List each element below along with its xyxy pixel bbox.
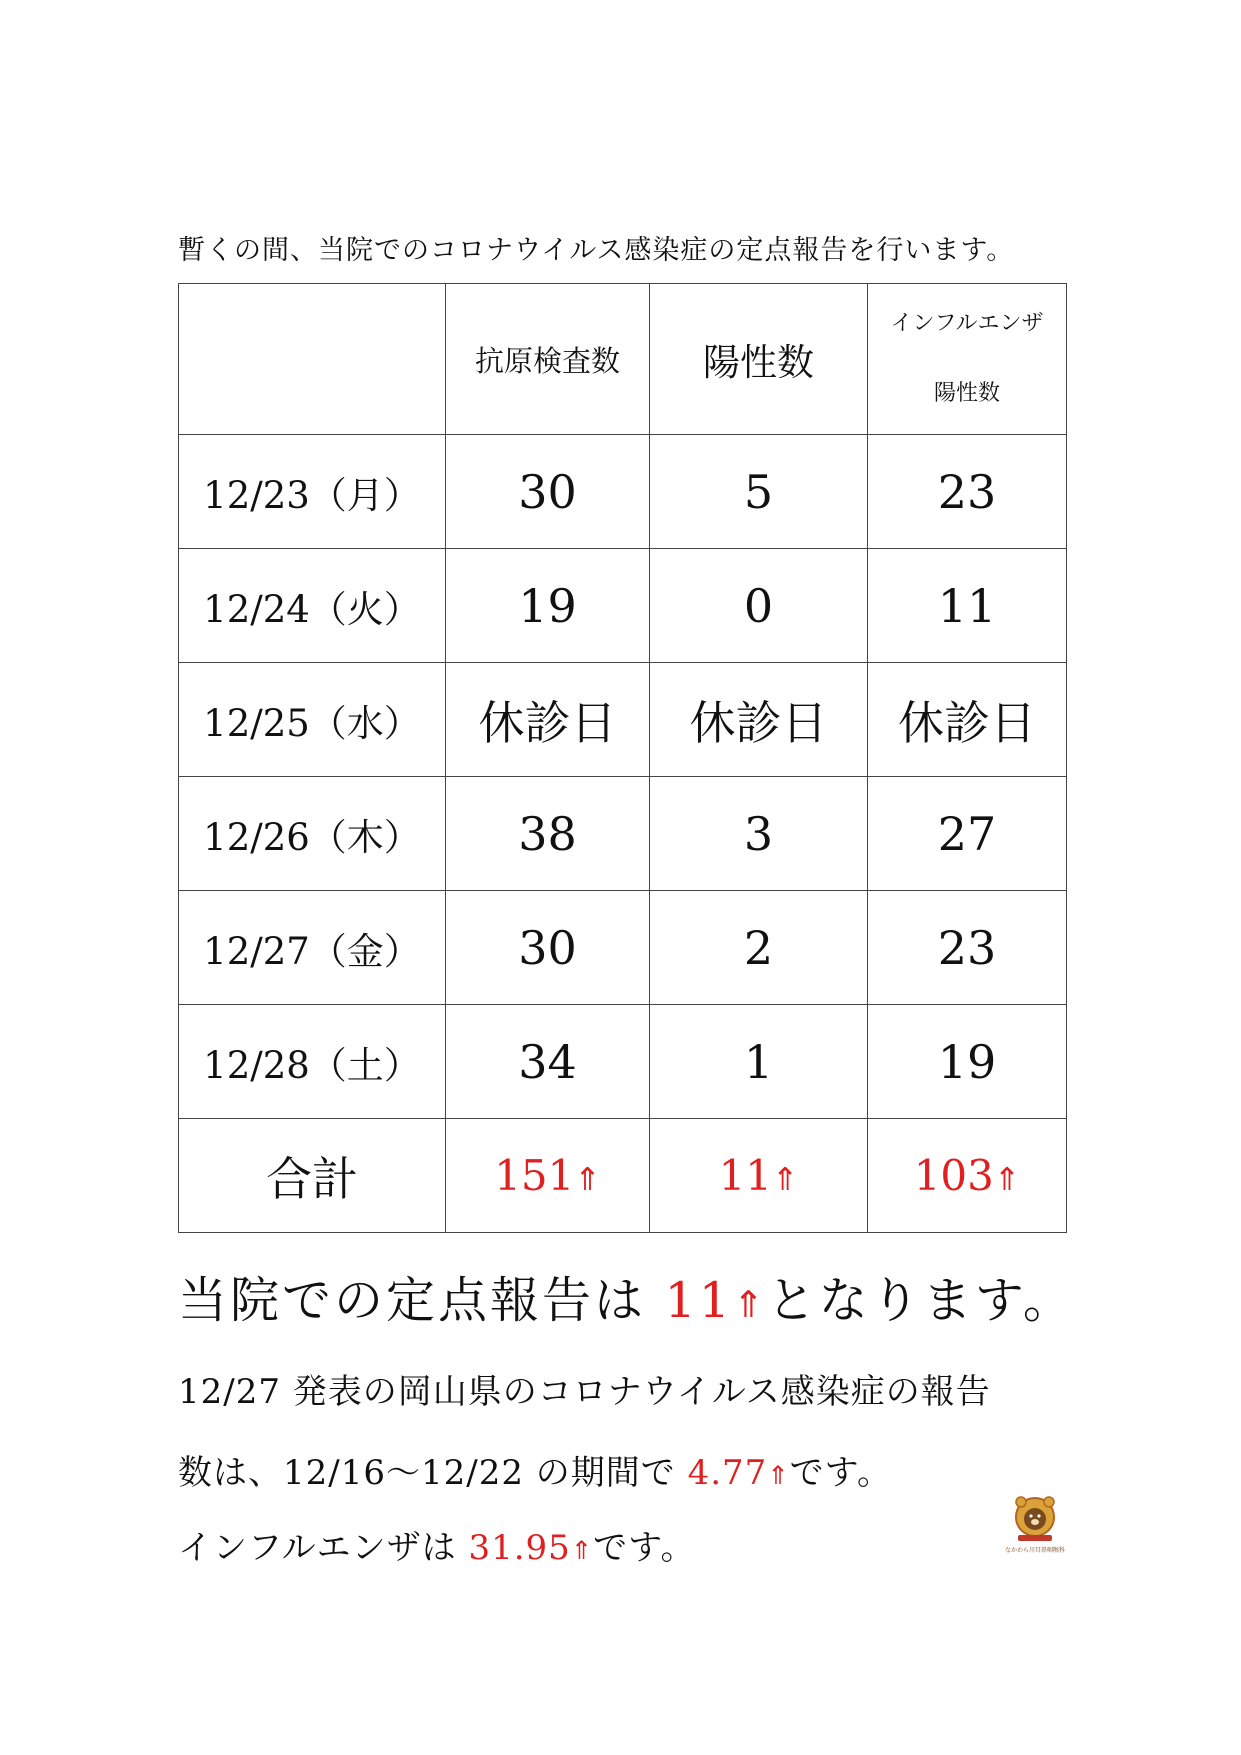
row-antigen: 30 [446,435,650,549]
table-header-row [179,284,1067,435]
total-antigen-value: 151 [494,1151,575,1200]
row-date: 12/26（木） [179,777,446,891]
table-row [179,891,1067,1005]
header-flu-line2: 陽性数 [933,381,1000,406]
header-flu-line1: インフルエンザ [890,311,1044,336]
up-arrow-icon: ⇑ [993,1162,1021,1198]
row-date: 12/27（金） [179,891,446,1005]
row-positive: 2 [650,891,868,1005]
intro-text: 暫くの間、当院でのコロナウイルス感染症の定点報告を行います。 [178,235,1015,266]
total-positive-value: 11 [718,1151,773,1200]
row-flu: 23 [868,891,1067,1005]
row-date: 12/28（土） [179,1005,446,1119]
pref-line-2-before: 数は、12/16～12/22 の期間で [178,1453,688,1493]
row-antigen: 30 [446,891,650,1005]
table-row [179,435,1067,549]
row-date: 12/23（月） [179,435,446,549]
row-positive: 5 [650,435,868,549]
row-flu: 23 [868,435,1067,549]
header-empty [179,284,446,435]
up-arrow-icon: ⇑ [772,1162,799,1198]
row-flu: 11 [868,549,1067,663]
pref-line-2 [178,1445,892,1494]
row-positive: 1 [650,1005,868,1119]
row-date: 12/25（水） [179,663,446,777]
clinic-logo [1004,1493,1066,1555]
total-flu [868,1119,1067,1233]
total-label: 合計 [179,1119,446,1233]
row-positive: 休診日 [650,663,868,777]
pref-line-2-after: です。 [789,1453,892,1493]
row-antigen: 休診日 [446,663,650,777]
up-arrow-icon: ⇑ [574,1162,601,1198]
pref-line-3-before: インフルエンザは [178,1528,469,1568]
table-row [179,777,1067,891]
row-flu: 19 [868,1005,1067,1119]
total-flu-value: 103 [913,1151,994,1200]
summary-value: 11 [664,1272,733,1329]
up-arrow-icon: ⇑ [767,1461,790,1491]
table-row [179,549,1067,663]
report-table [178,283,1067,1233]
header-flu [868,284,1067,435]
header-antigen: 抗原検査数 [446,284,650,435]
total-antigen [446,1119,650,1233]
table-total-row [179,1119,1067,1233]
summary-statement [178,1262,1075,1332]
row-flu: 休診日 [868,663,1067,777]
total-positive [650,1119,868,1233]
summary-after: となります。 [766,1272,1075,1329]
row-flu: 27 [868,777,1067,891]
logo-caption: なかわら川耳鼻咽喉科 [1004,1547,1066,1554]
row-date: 12/24（火） [179,549,446,663]
row-positive: 0 [650,549,868,663]
table-row [179,1005,1067,1119]
up-arrow-icon: ⇑ [570,1536,594,1566]
table-row [179,663,1067,777]
up-arrow-icon: ⇑ [732,1283,767,1326]
pref-line-1: 12/27 発表の岡山県のコロナウイルス感染症の報告 [178,1372,991,1412]
summary-before: 当院での定点報告は [178,1272,665,1329]
pref-flu-value: 31.95 [468,1528,571,1568]
row-positive: 3 [650,777,868,891]
pref-covid-value: 4.77 [687,1453,768,1493]
row-antigen: 19 [446,549,650,663]
row-antigen: 38 [446,777,650,891]
pref-line-3-after: です。 [593,1528,696,1568]
row-antigen: 34 [446,1005,650,1119]
pref-line-3 [178,1520,695,1569]
header-positive: 陽性数 [650,284,868,435]
bear-mascot-icon [1016,1497,1054,1541]
